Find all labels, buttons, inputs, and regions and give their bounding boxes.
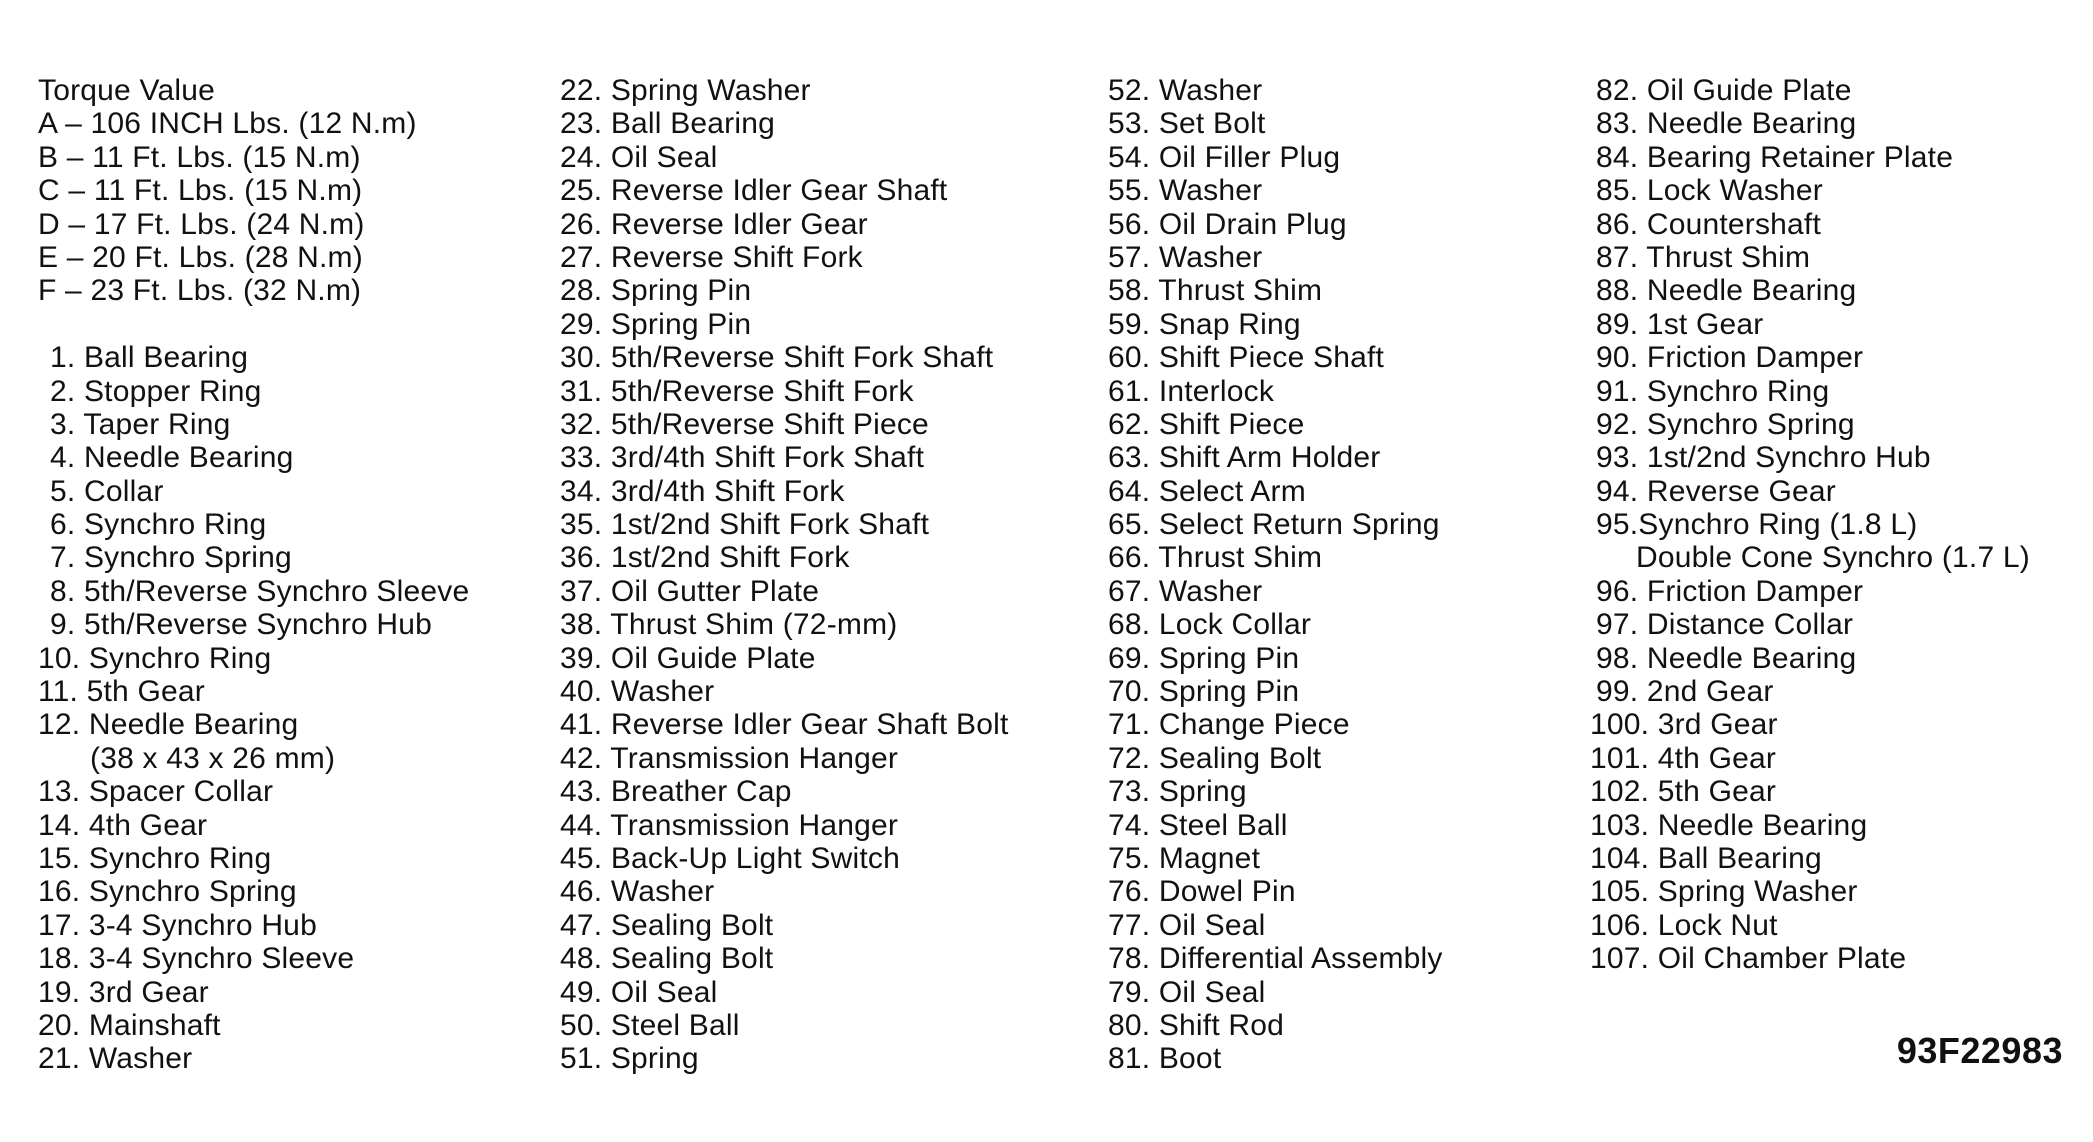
part-item: 101. 4th Gear	[1590, 741, 1777, 775]
part-item: 60. Shift Piece Shaft	[1108, 341, 1385, 375]
part-item: 100. 3rd Gear	[1590, 708, 1778, 742]
part-item: 39. Oil Guide Plate	[560, 641, 816, 675]
part-item: 57. Washer	[1108, 240, 1263, 274]
part-item: 35. 1st/2nd Shift Fork Shaft	[560, 508, 930, 542]
part-item: 77. Oil Seal	[1108, 908, 1266, 942]
torque-title: Torque Value	[38, 74, 215, 107]
spacer	[38, 308, 469, 341]
part-item: 47. Sealing Bolt	[560, 908, 774, 942]
part-item: 66. Thrust Shim	[1108, 541, 1323, 575]
column-4	[1590, 74, 2030, 976]
part-item: 86. Countershaft	[1596, 207, 1822, 241]
part-item: 97. Distance Collar	[1596, 608, 1854, 642]
part-item: 102. 5th Gear	[1590, 775, 1777, 809]
part-item: 28. Spring Pin	[560, 274, 752, 308]
part-item: 5. Collar	[50, 474, 164, 508]
part-item: 45. Back-Up Light Switch	[560, 841, 900, 875]
torque-value-d: D – 17 Ft. Lbs. (24 N.m)	[38, 207, 365, 241]
part-item: 73. Spring	[1108, 775, 1247, 809]
part-item: 30. 5th/Reverse Shift Fork Shaft	[560, 341, 994, 375]
part-item: 33. 3rd/4th Shift Fork Shaft	[560, 441, 925, 475]
part-item: 51. Spring	[560, 1042, 699, 1076]
part-item: 48. Sealing Bolt	[560, 942, 774, 976]
part-item: 14. 4th Gear	[38, 808, 208, 842]
torque-value-a: A – 106 INCH Lbs. (12 N.m)	[38, 107, 417, 141]
part-item: 55. Washer	[1108, 174, 1263, 208]
part-item: 26. Reverse Idler Gear	[560, 207, 868, 241]
part-item: 12. Needle Bearing	[38, 708, 299, 742]
part-item: 65. Select Return Spring	[1108, 508, 1440, 542]
part-item: 103. Needle Bearing	[1590, 808, 1868, 842]
part-item: 21. Washer	[38, 1042, 193, 1076]
figure-code: 93F22983	[1896, 1030, 2063, 1071]
part-item: 53. Set Bolt	[1108, 107, 1266, 141]
part-item: 46. Washer	[560, 875, 715, 909]
part-item: 61. Interlock	[1108, 374, 1275, 408]
part-item: 13. Spacer Collar	[38, 775, 274, 809]
part-item: 1. Ball Bearing	[50, 341, 249, 375]
part-item: 56. Oil Drain Plug	[1108, 207, 1347, 241]
part-item: 107. Oil Chamber Plate	[1590, 942, 1907, 976]
part-item: 87. Thrust Shim	[1596, 240, 1811, 274]
part-item: 54. Oil Filler Plug	[1108, 140, 1341, 174]
torque-value-e: E – 20 Ft. Lbs. (28 N.m)	[38, 240, 363, 274]
part-item: 10. Synchro Ring	[38, 641, 272, 675]
part-item: 99. 2nd Gear	[1596, 675, 1774, 709]
part-item: 52. Washer	[1108, 74, 1263, 107]
part-item: 95.Synchro Ring (1.8 L)	[1596, 508, 1918, 542]
part-item: 43. Breather Cap	[560, 775, 792, 809]
part-item: 91. Synchro Ring	[1596, 374, 1830, 408]
part-item: 32. 5th/Reverse Shift Piece	[560, 407, 929, 441]
part-item: 41. Reverse Idler Gear Shaft Bolt	[560, 708, 1009, 742]
part-item: 79. Oil Seal	[1108, 975, 1266, 1009]
part-item: 4. Needle Bearing	[50, 441, 294, 475]
part-item: 16. Synchro Spring	[38, 875, 297, 909]
part-item: 9. 5th/Reverse Synchro Hub	[50, 608, 433, 642]
part-item: 31. 5th/Reverse Shift Fork	[560, 374, 914, 408]
part-item: 104. Ball Bearing	[1590, 841, 1822, 875]
part-item: 36. 1st/2nd Shift Fork	[560, 541, 850, 575]
part-item: 19. 3rd Gear	[38, 975, 209, 1009]
torque-value-c: C – 11 Ft. Lbs. (15 N.m)	[38, 174, 363, 208]
part-item: 72. Sealing Bolt	[1108, 741, 1322, 775]
part-item: 25. Reverse Idler Gear Shaft	[560, 174, 948, 208]
part-item: 6. Synchro Ring	[50, 508, 267, 542]
part-item: 22. Spring Washer	[560, 74, 811, 107]
part-item: 24. Oil Seal	[560, 140, 718, 174]
torque-value-b: B – 11 Ft. Lbs. (15 N.m)	[38, 140, 361, 174]
part-item: 20. Mainshaft	[38, 1008, 221, 1042]
part-item: 96. Friction Damper	[1596, 574, 1864, 608]
part-item: 38. Thrust Shim (72-mm)	[560, 608, 898, 642]
part-item: 40. Washer	[560, 675, 715, 709]
part-item: 105. Spring Washer	[1590, 875, 1858, 909]
part-item: 85. Lock Washer	[1596, 174, 1823, 208]
part-item: 63. Shift Arm Holder	[1108, 441, 1381, 475]
part-item: 23. Ball Bearing	[560, 107, 776, 141]
part-item: 67. Washer	[1108, 574, 1263, 608]
part-item: 62. Shift Piece	[1108, 407, 1305, 441]
part-item: 64. Select Arm	[1108, 474, 1306, 508]
part-item: 89. 1st Gear	[1596, 307, 1764, 341]
part-item: 94. Reverse Gear	[1596, 474, 1836, 508]
part-item: 75. Magnet	[1108, 841, 1261, 875]
part-item-continuation: (38 x 43 x 26 mm)	[90, 741, 336, 775]
part-item-continuation: Double Cone Synchro (1.7 L)	[1636, 541, 2030, 575]
column-1	[38, 74, 469, 1076]
part-item: 74. Steel Ball	[1108, 808, 1288, 842]
part-item: 34. 3rd/4th Shift Fork	[560, 474, 845, 508]
part-item: 88. Needle Bearing	[1596, 274, 1857, 308]
part-item: 58. Thrust Shim	[1108, 274, 1323, 308]
part-item: 29. Spring Pin	[560, 307, 752, 341]
part-item: 59. Snap Ring	[1108, 307, 1301, 341]
part-item: 15. Synchro Ring	[38, 841, 272, 875]
part-item: 83. Needle Bearing	[1596, 107, 1857, 141]
part-item: 44. Transmission Hanger	[560, 808, 899, 842]
part-item: 37. Oil Gutter Plate	[560, 574, 820, 608]
column-3	[1108, 74, 1443, 1076]
part-item: 2. Stopper Ring	[50, 374, 262, 408]
part-item: 3. Taper Ring	[50, 407, 231, 441]
column-2	[560, 74, 1009, 1076]
part-item: 69. Spring Pin	[1108, 641, 1300, 675]
part-item: 84. Bearing Retainer Plate	[1596, 140, 1954, 174]
part-item: 42. Transmission Hanger	[560, 741, 899, 775]
part-item: 80. Shift Rod	[1108, 1008, 1285, 1042]
part-item: 49. Oil Seal	[560, 975, 718, 1009]
part-item: 78. Differential Assembly	[1108, 942, 1443, 976]
part-item: 50. Steel Ball	[560, 1008, 740, 1042]
part-item: 8. 5th/Reverse Synchro Sleeve	[50, 574, 470, 608]
part-item: 92. Synchro Spring	[1596, 407, 1855, 441]
part-item: 76. Dowel Pin	[1108, 875, 1296, 909]
part-item: 82. Oil Guide Plate	[1596, 74, 1852, 107]
part-item: 93. 1st/2nd Synchro Hub	[1596, 441, 1931, 475]
part-item: 70. Spring Pin	[1108, 675, 1300, 709]
part-item: 17. 3-4 Synchro Hub	[38, 908, 317, 942]
part-item: 106. Lock Nut	[1590, 908, 1778, 942]
part-item: 81. Boot	[1108, 1042, 1222, 1076]
part-item: 7. Synchro Spring	[50, 541, 292, 575]
part-item: 90. Friction Damper	[1596, 341, 1864, 375]
part-item: 27. Reverse Shift Fork	[560, 240, 863, 274]
part-item: 18. 3-4 Synchro Sleeve	[38, 942, 355, 976]
part-item: 98. Needle Bearing	[1596, 641, 1857, 675]
part-item: 71. Change Piece	[1108, 708, 1350, 742]
torque-value-f: F – 23 Ft. Lbs. (32 N.m)	[38, 274, 362, 308]
part-item: 11. 5th Gear	[38, 675, 205, 709]
part-item: 68. Lock Collar	[1108, 608, 1312, 642]
